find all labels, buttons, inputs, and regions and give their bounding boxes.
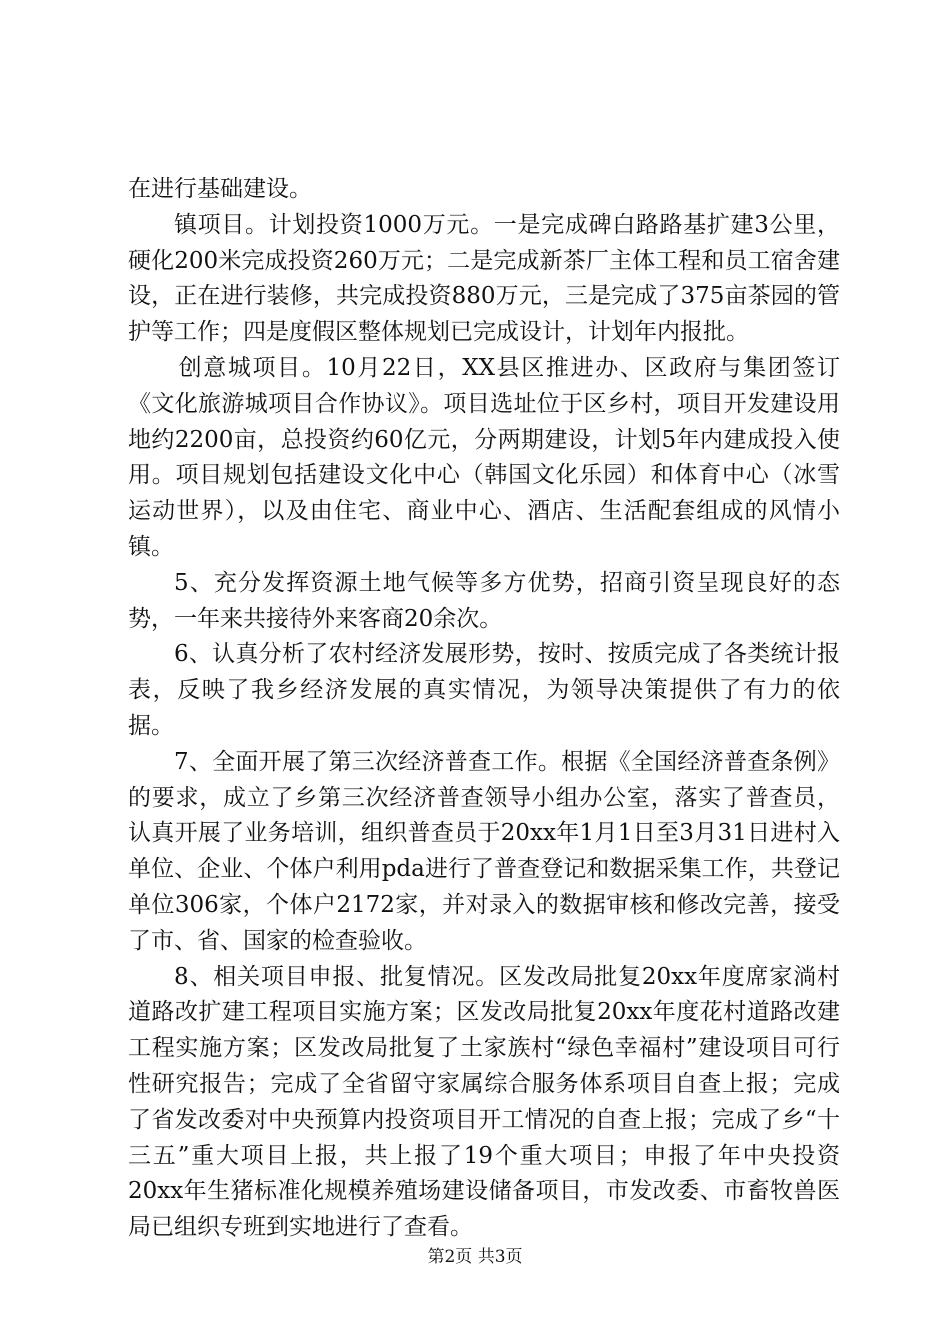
paragraph-item-8: 8、相关项目申报、批复情况。区发改局批复20xx年度席家淌村道路改扩建工程项目实施方案；区发改局批复20xx年度花村道路改建工程实施方案；区发改局批复了土家族村“绿色幸福村”建设项目可行性研究报告；完成了全省留守家属综合服务体系项目自查上报；完成了省发改委对中央预算内投资项目开工情况的自查上报；完成了乡“十三五”重大项目上报，共上报了19个重大项目；申报了年中央投资20xx年生猪标准化规模养殖场建设储备项目，市发改委、市畜牧兽医局已组织专班到实地进行了查看。 <box>128 963 840 1241</box>
paragraph-item-6: 6、认真分析了农村经济发展形势，按时、按质完成了各类统计报表，反映了我乡经济发展的真实情况，为领导决策提供了有力的依据。 <box>128 641 840 739</box>
paragraph-creative-city-project: 创意城项目。10月22日，XX县区推进办、区政府与集团签订《文化旅游城项目合作协议》。项目选址位于区乡村，项目开发建设用地约2200亩，总投资约60亿元，分两期建设，计划5年内建成投入使用。项目规划包括建设文化中心（韩国文化乐园）和体育中心（冰雪运动世界），以及由住宅、商业中心、酒店、生活配套组成的风情小镇。 <box>128 354 840 560</box>
document-body <box>128 172 840 1246</box>
paragraph-continuation: 在进行基础建设。 <box>128 176 312 202</box>
paragraph-item-5: 5、充分发挥资源土地气候等多方优势，招商引资呈现良好的态势，一年来共接待外来客商20余次。 <box>128 569 840 632</box>
paragraph-town-project: 镇项目。计划投资1000万元。一是完成碑白路路基扩建3公里，硬化200米完成投资260万元；二是完成新茶厂主体工程和员工宿舍建设，正在进行装修，共完成投资880万元，三是完成了375亩茶园的管护等工作；四是度假区整体规划已完成设计，计划年内报批。 <box>128 211 840 346</box>
page-footer: 第2页 共3页 <box>427 1247 523 1267</box>
paragraph-item-7: 7、全面开展了第三次经济普查工作。根据《全国经济普查条例》的要求，成立了乡第三次经济普查领导小组办公室，落实了普查员，认真开展了业务培训，组织普查员于20xx年1月1日至3月31日进村入单位、企业、个体户利用pda进行了普查登记和数据采集工作，共登记单位306家，个体户2172家，并对录入的数据审核和修改完善，接受了市、省、国家的检查验收。 <box>128 748 840 954</box>
